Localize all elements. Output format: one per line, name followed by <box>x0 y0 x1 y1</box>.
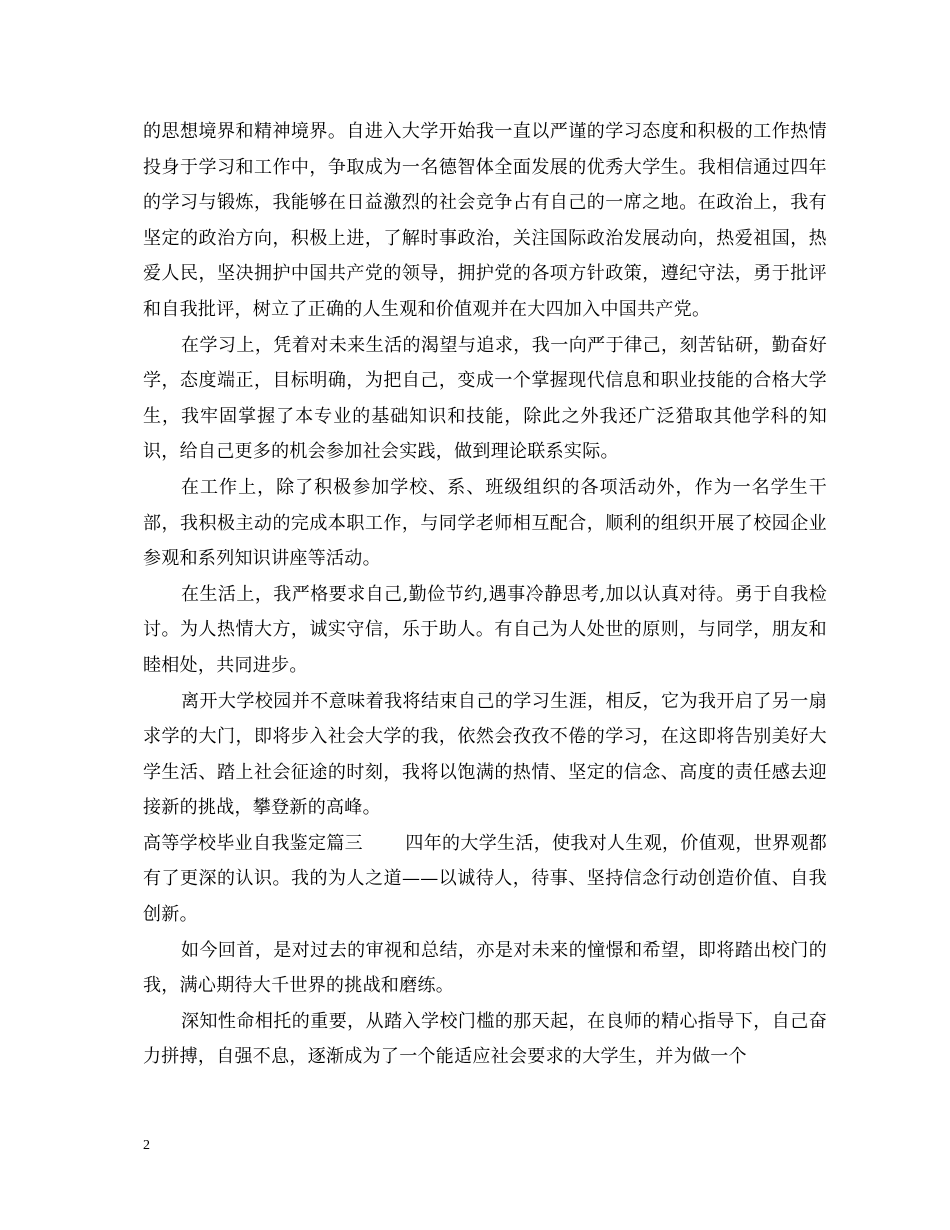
section-lead-text: 四年的大学生活，使我对人生观，价值观，世界观都有了更深的认识。我的为人之道——以诚待人，待事、坚持信念行动创造价值、自我创新。 <box>143 832 828 926</box>
paragraph-work: 在工作上，除了积极参加学校、系、班级组织的各项活动外，作为一名学生干部，我积极主动的完成本职工作，与同学老师相互配合，顺利的组织开展了校园企业参观和系列知识讲座等活动。 <box>143 476 827 570</box>
document-body <box>143 114 827 1075</box>
section-heading: 高等学校毕业自我鉴定篇三 <box>143 832 363 854</box>
section-paragraph <box>143 826 827 933</box>
page-number: 2 <box>143 1138 150 1153</box>
paragraph-life: 在生活上，我严格要求自己,勤俭节约,遇事冷静思考,加以认真对待。勇于自我检讨。为人热情大方，诚实守信，乐于助人。有自己为人处世的原则，与同学，朋友和睦相处，共同进步。 <box>143 583 827 676</box>
paragraph-study: 在学习上，凭着对未来生活的渴望与追求，我一向严于律己，刻苦钻研，勤奋好学，态度端正，目标明确，为把自己，变成一个掌握现代信息和职业技能的合格大学生，我牢固掌握了本专业的基础知识和技能，除此之外我还广泛猎取其他学科的知识，给自己更多的机会参加社会实践，做到理论联系实际。 <box>143 334 827 463</box>
paragraph-looking-back: 如今回首，是对过去的审视和总结，亦是对未来的憧憬和希望，即将踏出校门的我，满心期待大千世界的挑战和磨练。 <box>143 939 827 997</box>
paragraph-mentors: 深知性命相托的重要，从踏入学校门槛的那天起，在良师的精心指导下，自己奋力拼搏，自强不息，逐渐成为了一个能适应社会要求的大学生，并为做一个 <box>143 1010 827 1068</box>
paragraph-political: 的思想境界和精神境界。自进入大学开始我一直以严谨的学习态度和积极的工作热情投身于学习和工作中，争取成为一名德智体全面发展的优秀大学生。我相信通过四年的学习与锻炼，我能够在日益激烈的社会竞争占有自己的一席之地。在政治上，我有坚定的政治方向，积极上进，了解时事政治，关注国际政治发展动向，热爱祖国，热爱人民，坚决拥护中国共产党的领导，拥护党的各项方针政策，遵纪守法，勇于批评和自我批评，树立了正确的人生观和价值观并在大四加入中国共产党。 <box>143 121 827 320</box>
paragraph-leaving-campus: 离开大学校园并不意味着我将结束自己的学习生涯，相反，它为我开启了另一扇求学的大门，即将步入社会大学的我，依然会孜孜不倦的学习，在这即将告别美好大学生活、踏上社会征途的时刻，我将以饱满的热情、坚定的信念、高度的责任感去迎接新的挑战，攀登新的高峰。 <box>143 690 827 819</box>
heading-gap <box>363 833 405 854</box>
